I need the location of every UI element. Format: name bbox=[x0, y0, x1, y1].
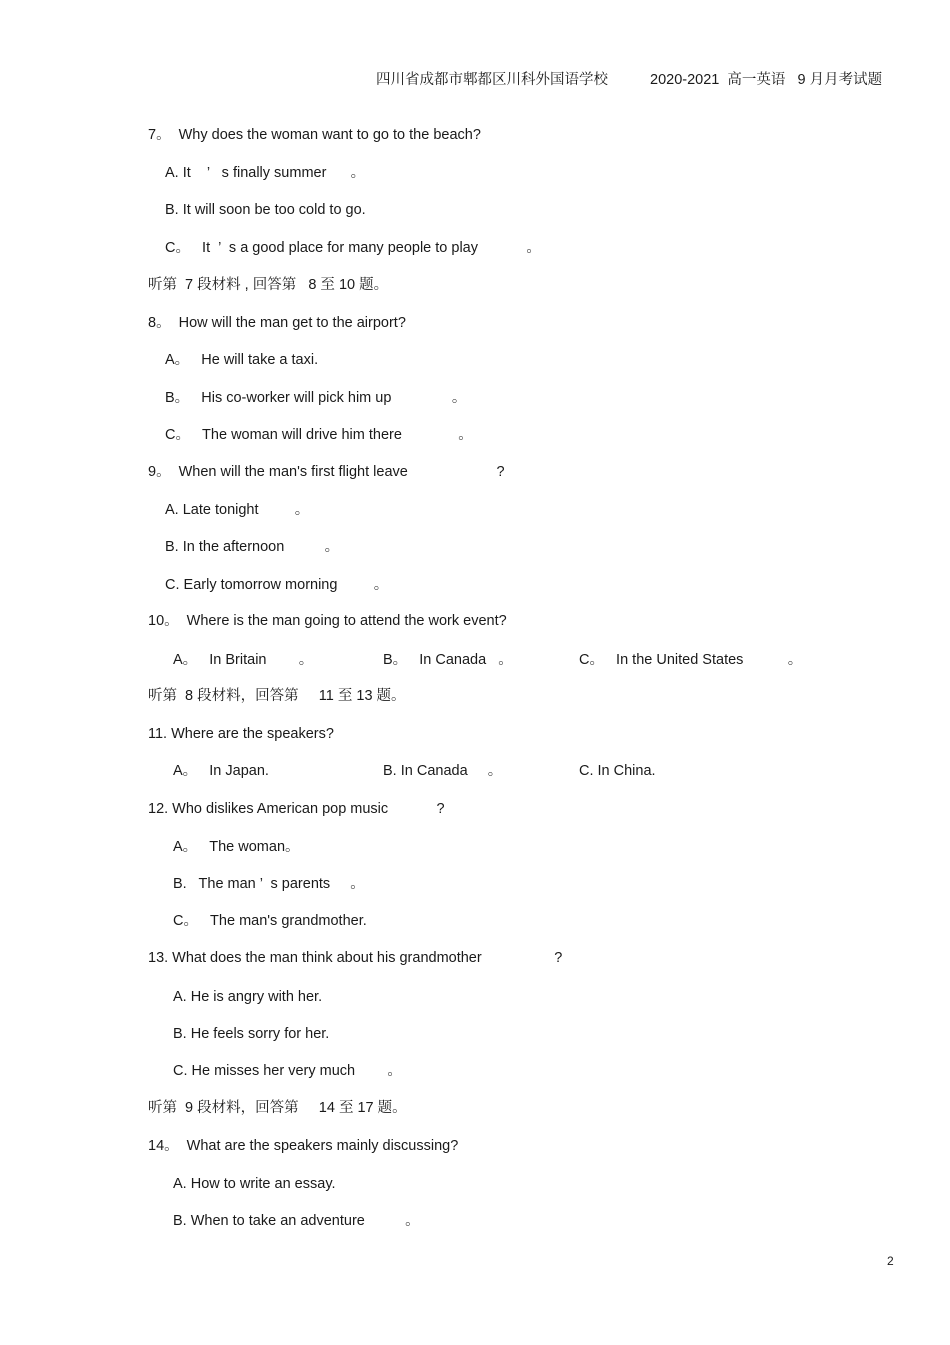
q11-option-b: B. In Canada 。 bbox=[383, 763, 503, 779]
question-11: 11. Where are the speakers? bbox=[148, 726, 334, 742]
q7-option-b: B. It will soon be too cold to go. bbox=[165, 202, 366, 218]
section-9-instruction: 听第 9 段材料，回答第 14 至 17 题。 bbox=[148, 1100, 407, 1116]
q14-option-a: A. How to write an essay. bbox=[173, 1176, 336, 1192]
q13-option-b: B. He feels sorry for her. bbox=[173, 1026, 330, 1042]
q7-option-a: A. It ’ s finally summer 。 bbox=[165, 165, 366, 181]
q13-option-c: C. He misses her very much 。 bbox=[173, 1063, 402, 1079]
header-exam-title: 2020-2021 高一英语 9 月月考试题 bbox=[650, 72, 883, 88]
section-7-instruction: 听第 7 段材料 , 回答第 8 至 10 题。 bbox=[148, 277, 389, 293]
q9-option-a: A. Late tonight 。 bbox=[165, 502, 310, 518]
header-school: 四川省成都市郫都区川科外国语学校 bbox=[376, 72, 608, 88]
page-number: 2 bbox=[887, 1254, 894, 1268]
q14-option-b: B. When to take an adventure 。 bbox=[173, 1213, 420, 1229]
section-8-instruction: 听第 8 段材料，回答第 11 至 13 题。 bbox=[148, 688, 406, 704]
question-8: 8。 How will the man get to the airport? bbox=[148, 315, 406, 331]
question-9: 9。 When will the man's first flight leave ? bbox=[148, 464, 505, 480]
question-14: 14。 What are the speakers mainly discussing? bbox=[148, 1138, 459, 1154]
q12-option-c: C。 The man's grandmother. bbox=[173, 913, 367, 929]
q10-option-c: C。 In the United States 。 bbox=[579, 652, 803, 668]
question-7: 7。 Why does the woman want to go to the beach? bbox=[148, 127, 481, 143]
q7-option-c: C。 It ’ s a good place for many people to play 。 bbox=[165, 240, 541, 256]
q10-option-a: A。 In Britain 。 bbox=[173, 652, 314, 668]
question-12: 12. Who dislikes American pop music ? bbox=[148, 801, 445, 817]
q11-option-c: C. In China. bbox=[579, 763, 656, 779]
q12-option-a: A。 The woman。 bbox=[173, 839, 300, 855]
q8-option-b: B。 His co-worker will pick him up 。 bbox=[165, 390, 467, 406]
q10-option-b: B。 In Canada 。 bbox=[383, 652, 513, 668]
q11-option-a: A。 In Japan. bbox=[173, 763, 269, 779]
q9-option-b: B. In the afternoon 。 bbox=[165, 539, 340, 555]
q9-option-c: C. Early tomorrow morning 。 bbox=[165, 577, 389, 593]
question-10: 10。 Where is the man going to attend the work event? bbox=[148, 613, 507, 629]
q8-option-c: C。 The woman will drive him there 。 bbox=[165, 427, 473, 443]
question-13: 13. What does the man think about his grandmother ? bbox=[148, 950, 563, 966]
q12-option-b: B. The man ’ s parents 。 bbox=[173, 876, 365, 892]
q8-option-a: A。 He will take a taxi. bbox=[165, 352, 319, 368]
q13-option-a: A. He is angry with her. bbox=[173, 989, 323, 1005]
